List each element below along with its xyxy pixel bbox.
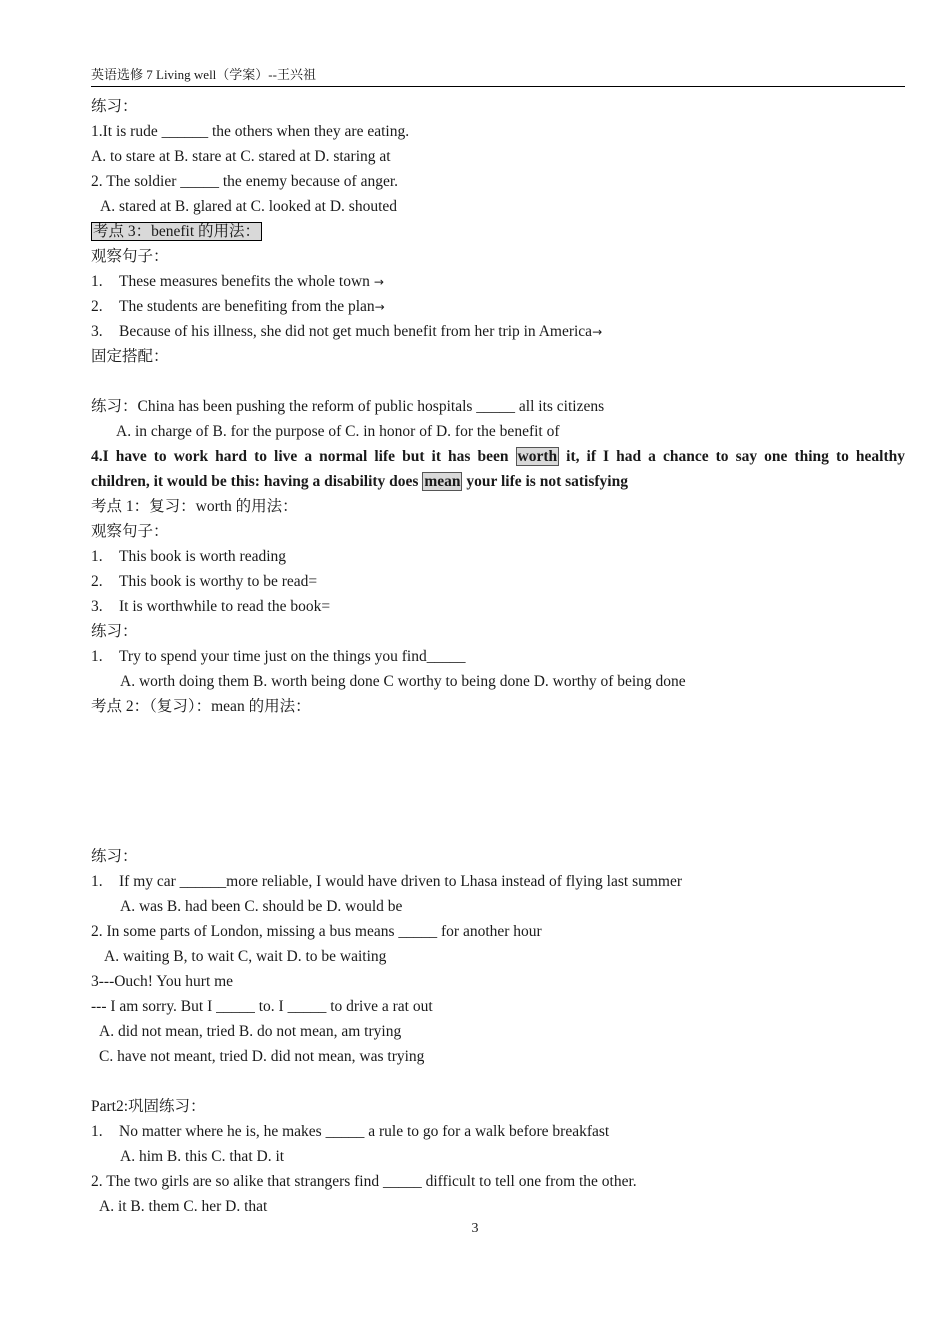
item-number: 3. — [91, 598, 103, 615]
sentence-text: it, if I had a chance to say one thing to healthy — [559, 448, 905, 465]
blank-space — [91, 719, 905, 844]
part-heading: Part2:巩固练习： — [91, 1098, 206, 1115]
arrow-icon: → — [592, 325, 603, 339]
key-point-heading — [91, 219, 905, 244]
key-sentence-line — [91, 444, 905, 469]
question-text: 3---Ouch! You hurt me — [91, 973, 234, 990]
sentence-text: your life is not satisfying — [462, 473, 628, 490]
item-number: 1. — [91, 648, 103, 665]
question-text — [91, 869, 905, 894]
blank-space — [91, 369, 905, 394]
fixed-collocation-heading: 固定搭配： — [91, 348, 169, 365]
key-sentence-line — [91, 469, 905, 494]
observe-heading: 观察句子： — [91, 248, 169, 265]
question-text — [91, 644, 905, 669]
header-title: 英语选修 7 Living well（学案）--王兴祖 — [91, 67, 316, 82]
sentence-text: This book is worth reading — [119, 548, 287, 565]
question-options: A. in charge of B. for the purpose of C. in honor of D. for the benefit of — [116, 423, 560, 440]
example-sentence — [91, 294, 905, 319]
item-number: 1. — [91, 548, 103, 565]
item-number: 1. — [91, 273, 103, 290]
sentence-text: This book is worthy to be read= — [119, 573, 318, 590]
question-text: 2. The soldier _____ the enemy because of anger. — [91, 173, 399, 190]
question-options: A. to stare at B. stare at C. stared at D. staring at — [91, 148, 391, 165]
key-point-heading: 考点 1：复习：worth 的用法： — [91, 498, 298, 515]
example-sentence — [91, 269, 905, 294]
practice-heading: 练习： — [91, 623, 138, 640]
question-options: A. was B. had been C. should be D. would be — [120, 898, 403, 915]
practice-heading: 练习： — [91, 98, 138, 115]
sentence-text: children, it would be this: having a disability does — [91, 473, 423, 490]
question-options: A. waiting B, to wait C, wait D. to be waiting — [104, 948, 387, 965]
key-point-box: 考点 3：benefit 的用法： — [93, 223, 261, 240]
sentence-text: Because of his illness, she did not get much benefit from her trip in America — [119, 323, 593, 340]
practice-heading: 练习： — [91, 848, 138, 865]
sentence-text: It is worthwhile to read the book= — [119, 598, 331, 615]
question-options: A. it B. them C. her D. that — [99, 1198, 268, 1215]
document-body — [91, 94, 905, 1219]
arrow-icon: → — [373, 275, 384, 289]
item-number: 3. — [91, 323, 103, 340]
sentence-text: If my car ______more reliable, I would have driven to Lhasa instead of flying last summer — [119, 873, 683, 890]
question-options: A. did not mean, tried B. do not mean, am trying — [99, 1023, 402, 1040]
item-number: 2. — [91, 298, 103, 315]
example-sentence — [91, 544, 905, 569]
question-options: A. stared at B. glared at C. looked at D. shouted — [100, 198, 398, 215]
item-number: 1. — [91, 873, 103, 890]
item-number: 2. — [91, 573, 103, 590]
question-text: --- I am sorry. But I _____ to. I _____ to drive a rat out — [91, 998, 433, 1015]
practice-question: 练习：China has been pushing the reform of public hospitals _____ all its citizens — [91, 398, 605, 415]
sentence-text: These measures benefits the whole town — [119, 273, 374, 290]
question-options: C. have not meant, tried D. did not mean, was trying — [99, 1048, 425, 1065]
question-text: 2. The two girls are so alike that strangers find _____ difficult to tell one from the other. — [91, 1173, 637, 1190]
example-sentence — [91, 319, 905, 344]
key-point-heading: 考点 2：（复习）：mean 的用法： — [91, 698, 311, 715]
question-text: 2. In some parts of London, missing a bus means _____ for another hour — [91, 923, 542, 940]
blank-space — [91, 1069, 905, 1094]
example-sentence — [91, 594, 905, 619]
sentence-text: 4.I have to work hard to live a normal life but it has been — [91, 448, 516, 465]
page-number: 3 — [471, 1221, 479, 1236]
question-text: 1.It is rude ______ the others when they are eating. — [91, 123, 410, 140]
arrow-icon: → — [374, 300, 385, 314]
question-options: A. worth doing them B. worth being done C worthy to being done D. worthy of being done — [120, 673, 686, 690]
question-text — [91, 1119, 905, 1144]
sentence-text: No matter where he is, he makes _____ a rule to go for a walk before breakfast — [119, 1123, 610, 1140]
highlighted-word: worth — [517, 448, 558, 465]
item-number: 1. — [91, 1123, 103, 1140]
observe-heading: 观察句子： — [91, 523, 169, 540]
highlighted-word: mean — [424, 473, 461, 490]
question-options: A. him B. this C. that D. it — [120, 1148, 285, 1165]
sentence-text: Try to spend your time just on the things you find_____ — [119, 648, 466, 665]
page-header — [91, 66, 905, 87]
sentence-text: The students are benefiting from the plan — [119, 298, 375, 315]
example-sentence — [91, 569, 905, 594]
